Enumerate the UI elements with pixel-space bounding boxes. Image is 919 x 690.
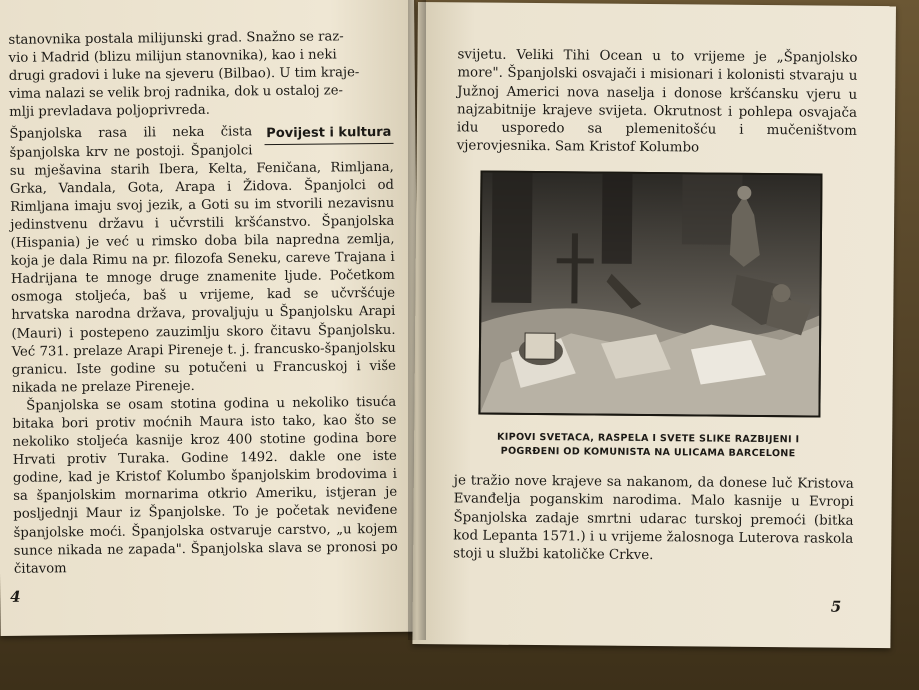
book-gutter — [408, 0, 426, 640]
left-paragraph-2: Španjolska se osam stotina godina u nekoliko tisuća bitaka bori protiv moćnih Maura isto tako, kao što se nekoliko stoljeća kasnije kroz 400 stotine godina bore Hrvati protiv Turaka. Godine 1492. dakle one iste godine, kad je Kristof Kolumbo španjolskim brodovima i sa španjolskim mornarima otkrio Ameriku, istjeran je posljednji Maur iz Španjolske. To je početak neviđene španjolske moći. Španjolska ostvaruje carstvo, „u kojem sunce nikada ne zapada". Španjolska slava se pronosi po čitavom — [12, 394, 398, 577]
photo-caption-line-1: KIPOVI SVETACA, RASPELA I SVETE SLIKE RAZBIJENI I — [496, 431, 800, 446]
left-text-column — [8, 28, 398, 579]
left-page — [0, 0, 421, 636]
page-number-left: 4 — [10, 587, 21, 606]
right-paragraph-bottom: je tražio nove krajeve sa nakanom, da donese luč Kristova Evanđelja poganskim narodima. Malo kasnije u Evropi Španjolska zadaje smrtni udarac turskoj premoći (bitka kod Lepanta 1571.) i u vrijeme žalosnoga Luterova raskola stoji u službi katoličke Crkve. — [453, 473, 854, 564]
right-text-top — [457, 46, 858, 159]
left-line-3: drugi gradovi i luke na sjeveru (Bilbao). U tim kraje- — [8, 65, 360, 85]
photo-destroyed-statues — [478, 171, 822, 418]
left-line-5: mlji prevladava poljoprivreda. — [9, 103, 211, 121]
photo-illustration — [480, 173, 820, 416]
right-page — [412, 2, 896, 648]
left-paragraph-1: Španjolska rasa ili neka čista španjolska krv ne postoji. Španjolci su mješavina starih Ibera, Kelta, Feničana, Rimljana, Grka, Vandala, Gota, Arapa i Židova. Španjolci od Rimljana imaju svoj jezik, a Goti su im stvorili nezavisnu jedinstvenu državu i učvrstili kršćanstvo. Španjolska (Hispania) je već u rimsko doba bila napredna zemlja, koja je dala Rimu na pr. filozofa Seneku, careve Trajana i Hadrijana te mnoge druge znamenite ljude. Početkom osmoga stoljeća, baš u vrijeme, kad se učvršćuje hrvatska narodna država, provaljuju u Španjolsku Arapi (Mauri) i postepeno zauzimlju skoro čitavu Španjolsku. Već 731. prelaze Arapi Pireneje t. j. francusko-španjolsku granicu. Iste godine su potučeni u Francuskoj i više nikada ne prelaze Pireneje. — [9, 124, 396, 396]
photo-caption — [468, 430, 828, 461]
right-paragraph-top: svijetu. Veliki Tihi Ocean u to vrijeme je „Španjolsko more". Španjolski osvajači i misionari i kolonisti stvaraju u Južnoj Americi nova naselja i donose kršćansku vjeru u najzabitnije krajeve svijeta. Okrutnost i pohlepa osvajača idu usporedo sa plemenitošću i mučeništvom vjerovjesnika. Sam Kristof Kolumbo — [456, 47, 858, 156]
left-line-2: vio i Madrid (blizu milijun stanovnika), kao i neki — [8, 47, 337, 66]
page-number-right: 5 — [830, 597, 842, 616]
section-heading: Povijest i kultura — [264, 124, 393, 144]
photo-caption-line-2: POGRĐENI OD KOMUNISTA NA ULICAMA BARCELONE — [500, 445, 796, 460]
left-line-1: stanovnika postala milijunski grad. Snažno se raz- — [8, 29, 344, 48]
right-text-bottom — [453, 472, 854, 567]
left-line-4: vima nalazi se velik broj radnika, dok u ostalој ze- — [8, 83, 344, 103]
